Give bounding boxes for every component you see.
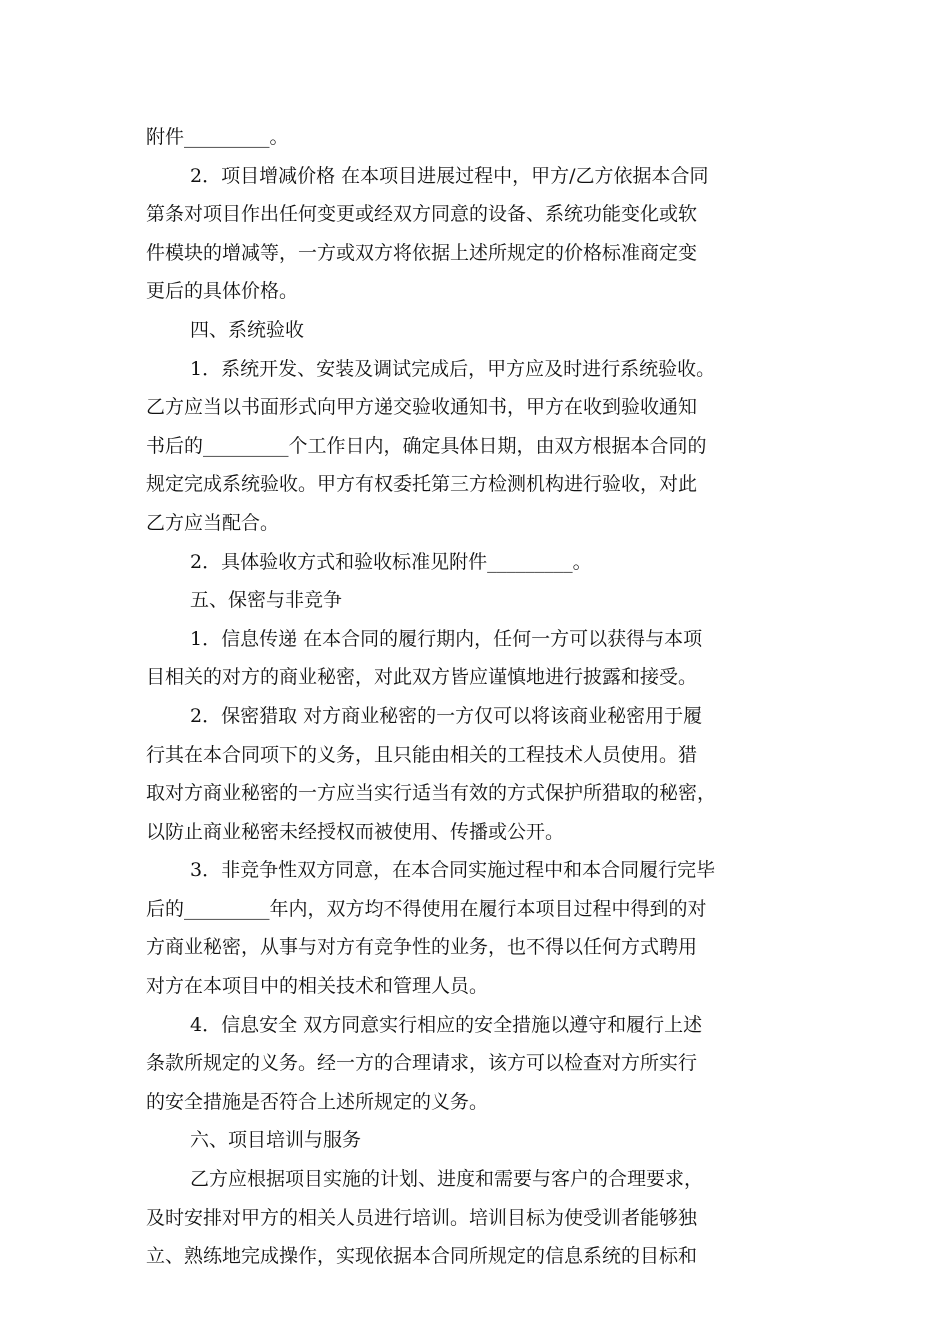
text-line: 4．信息安全 双方同意实行相应的安全措施以遵守和履行上述	[190, 1013, 703, 1036]
text-line: 的安全措施是否符合上述所规定的义务。	[146, 1090, 489, 1113]
text-line: 1．信息传递 在本合同的履行期内，任何一方可以获得与本项	[190, 627, 703, 650]
text-line: 四、系统验收	[190, 318, 305, 341]
text-line: 条款所规定的义务。经一方的合理请求，该方可以检查对方所实行	[146, 1052, 698, 1075]
text-line: 2．具体验收方式和验收标准见附件_________。	[190, 550, 592, 573]
text-line: 附件_________。	[146, 126, 289, 148]
text-line: 更后的具体价格。	[146, 280, 299, 303]
text-line: 六、项目培训与服务	[190, 1129, 362, 1152]
text-line: 乙方应根据项目实施的计划、进度和需要与客户的合理要求，	[190, 1168, 704, 1191]
text-line: 书后的_________个工作日内，确定具体日期，由双方根据本合同的	[146, 434, 707, 457]
text-line: 取对方商业秘密的一方应当实行适当有效的方式保护所猎取的秘密，	[146, 782, 717, 805]
text-line: 2．项目增减价格 在本项目进展过程中，甲方/乙方依据本合同	[190, 164, 709, 187]
text-line: 第条对项目作出任何变更或经双方同意的设备、系统功能变化或软	[146, 203, 698, 226]
text-line: 后的_________年内，双方均不得使用在履行本项目过程中得到的对	[146, 897, 707, 920]
text-line: 以防止商业秘密未经授权而被使用、传播或公开。	[146, 820, 565, 843]
text-line: 1．系统开发、安装及调试完成后，甲方应及时进行系统验收。	[190, 357, 716, 380]
text-line: 件模块的增减等，一方或双方将依据上述所规定的价格标准商定变	[146, 241, 698, 264]
text-line: 及时安排对甲方的相关人员进行培训。培训目标为使受训者能够独	[146, 1206, 698, 1229]
text-line: 乙方应当以书面形式向甲方递交验收通知书，甲方在收到验收通知	[146, 396, 698, 419]
text-line: 方商业秘密，从事与对方有竞争性的业务，也不得以任何方式聘用	[146, 936, 698, 959]
contract-page	[146, 118, 810, 1276]
text-line: 目相关的对方的商业秘密，对此双方皆应谨慎地进行披露和接受。	[146, 666, 698, 689]
text-line: 2．保密猎取 对方商业秘密的一方仅可以将该商业秘密用于履	[190, 704, 703, 727]
text-line: 乙方应当配合。	[146, 511, 280, 534]
text-line: 立、熟练地完成操作，实现依据本合同所规定的信息系统的目标和	[146, 1245, 698, 1268]
text-line: 对方在本项目中的相关技术和管理人员。	[146, 975, 489, 998]
text-line: 五、保密与非竞争	[190, 589, 343, 612]
text-line: 3．非竞争性双方同意，在本合同实施过程中和本合同履行完毕	[190, 859, 716, 882]
text-line: 行其在本合同项下的义务，且只能由相关的工程技术人员使用。猎	[146, 743, 698, 766]
text-line: 规定完成系统验收。甲方有权委托第三方检测机构进行验收，对此	[146, 473, 698, 496]
